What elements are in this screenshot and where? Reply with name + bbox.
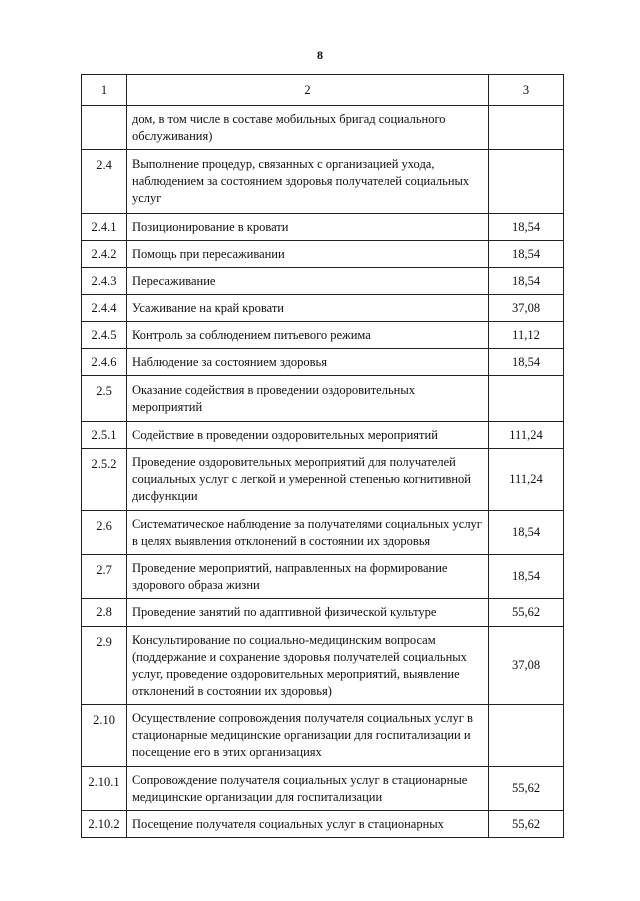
row-name: Пересаживание	[127, 268, 489, 295]
row-value: 18,54	[489, 555, 564, 599]
table-row	[82, 449, 564, 511]
row-code: 2.4.4	[82, 295, 127, 322]
row-code: 2.5.1	[82, 422, 127, 449]
table-row	[82, 811, 564, 838]
row-name: Осуществление сопровождения получателя социальных услуг в стационарные медицинские организации для госпитализации и посещение его в этих организациях	[127, 705, 489, 767]
column-header-code: 1	[82, 75, 127, 106]
table-row	[82, 349, 564, 376]
row-name: Оказание содействия в проведении оздоровительных мероприятий	[127, 376, 489, 422]
row-name: Выполнение процедур, связанных с организацией ухода, наблюдением за состоянием здоровья получателей социальных услуг	[127, 150, 489, 214]
table-row	[82, 767, 564, 811]
table-row	[82, 214, 564, 241]
table-header-row	[82, 75, 564, 106]
row-name: Контроль за соблюдением питьевого режима	[127, 322, 489, 349]
row-value: 18,54	[489, 511, 564, 555]
table-row	[82, 599, 564, 627]
table-row	[82, 295, 564, 322]
row-code: 2.5.2	[82, 449, 127, 511]
row-name: Усаживание на край кровати	[127, 295, 489, 322]
column-header-name: 2	[127, 75, 489, 106]
row-value	[489, 150, 564, 214]
row-code: 2.7	[82, 555, 127, 599]
row-value: 37,08	[489, 295, 564, 322]
table-row	[82, 322, 564, 349]
row-code: 2.6	[82, 511, 127, 555]
table-row	[82, 150, 564, 214]
table-row	[82, 106, 564, 150]
row-name: Наблюдение за состоянием здоровья	[127, 349, 489, 376]
row-code: 2.8	[82, 599, 127, 627]
row-value: 18,54	[489, 268, 564, 295]
row-value: 55,62	[489, 767, 564, 811]
row-value: 18,54	[489, 214, 564, 241]
row-code: 2.4.5	[82, 322, 127, 349]
table-row	[82, 705, 564, 767]
row-value: 18,54	[489, 241, 564, 268]
row-value: 55,62	[489, 811, 564, 838]
row-value: 11,12	[489, 322, 564, 349]
column-header-value: 3	[489, 75, 564, 106]
row-value: 55,62	[489, 599, 564, 627]
row-code: 2.4	[82, 150, 127, 214]
row-name: Посещение получателя социальных услуг в стационарных	[127, 811, 489, 838]
row-code: 2.4.3	[82, 268, 127, 295]
row-name: Содействие в проведении оздоровительных мероприятий	[127, 422, 489, 449]
table-row	[82, 555, 564, 599]
row-name: Проведение оздоровительных мероприятий для получателей социальных услуг с легкой и умеренной степенью когнитивной дисфункции	[127, 449, 489, 511]
table-row	[82, 376, 564, 422]
row-name: дом, в том числе в составе мобильных бригад социального обслуживания)	[127, 106, 489, 150]
page-number: 8	[317, 48, 323, 62]
row-value: 37,08	[489, 627, 564, 705]
table-row	[82, 511, 564, 555]
row-code: 2.9	[82, 627, 127, 705]
row-code: 2.4.6	[82, 349, 127, 376]
row-code	[82, 106, 127, 150]
row-value: 18,54	[489, 349, 564, 376]
row-name: Сопровождение получателя социальных услуг в стационарные медицинские организации для госпитализации	[127, 767, 489, 811]
row-name: Консультирование по социально-медицинским вопросам (поддержание и сохранение здоровья получателей социальных услуг, проведение оздоровительных мероприятий, выявление отклонений в состоянии их здоровья)	[127, 627, 489, 705]
row-code: 2.10.2	[82, 811, 127, 838]
table-row	[82, 627, 564, 705]
row-name: Систематическое наблюдение за получателями социальных услуг в целях выявления отклонений в состоянии их здоровья	[127, 511, 489, 555]
row-name: Проведение занятий по адаптивной физической культуре	[127, 599, 489, 627]
row-name: Помощь при пересаживании	[127, 241, 489, 268]
row-value	[489, 106, 564, 150]
table-row	[82, 268, 564, 295]
row-code: 2.10	[82, 705, 127, 767]
row-code: 2.4.1	[82, 214, 127, 241]
table-row	[82, 241, 564, 268]
row-value: 111,24	[489, 422, 564, 449]
row-name: Проведение мероприятий, направленных на формирование здорового образа жизни	[127, 555, 489, 599]
row-value	[489, 376, 564, 422]
row-value: 111,24	[489, 449, 564, 511]
row-code: 2.4.2	[82, 241, 127, 268]
services-table	[81, 74, 564, 838]
row-value	[489, 705, 564, 767]
table-row	[82, 422, 564, 449]
row-code: 2.10.1	[82, 767, 127, 811]
row-name: Позиционирование в кровати	[127, 214, 489, 241]
row-code: 2.5	[82, 376, 127, 422]
